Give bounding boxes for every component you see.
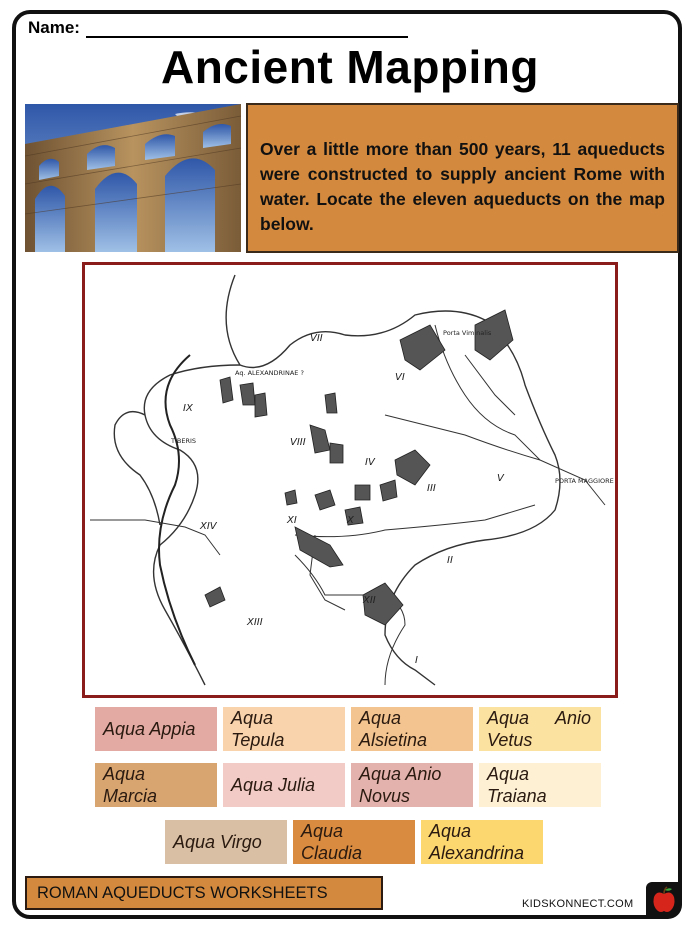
brand-name: KIDSKONNECT.COM <box>522 898 634 910</box>
aqueduct-tag-traiana[interactable] <box>479 763 601 807</box>
name-label: Name: <box>28 18 80 37</box>
map-label-xi: XI <box>287 515 297 526</box>
aqueduct-tag-label: Aqua Anio Vetus <box>487 708 591 750</box>
aqueduct-tag-label: Aqua Claudia <box>301 821 363 863</box>
aqueduct-tag-label: Aqua Appia <box>103 719 196 739</box>
map-label-tiber: TIBERIS <box>171 437 197 445</box>
map-label-xii: XII <box>363 595 376 606</box>
aqueduct-tag-tepula[interactable] <box>223 707 345 751</box>
name-input-line[interactable] <box>86 18 408 38</box>
map-label-aq-alexandrinae: Aq. ALEXANDRINAE ? <box>235 369 304 377</box>
aqueduct-photo <box>25 104 241 252</box>
aqueduct-tag-alsietina[interactable] <box>351 707 473 751</box>
aqueduct-tag-julia[interactable] <box>223 763 345 807</box>
aqueduct-tag-appia[interactable] <box>95 707 217 751</box>
apple-logo-icon <box>646 882 682 919</box>
page-title: Ancient Mapping <box>160 41 540 93</box>
map-label-iv: IV <box>365 457 375 468</box>
aqueduct-tag-label: Aqua Tepula <box>231 708 285 750</box>
aqueduct-tag-label: Aqua Virgo <box>173 832 262 852</box>
aqueduct-tag-label: Aqua Anio Novus <box>359 764 442 806</box>
aqueduct-tag-label: Aqua Marcia <box>103 764 158 806</box>
map-label-viii: VIII <box>290 437 306 448</box>
map-label-iii: III <box>427 483 436 494</box>
map-label-x: X <box>347 515 354 526</box>
aqueduct-tag-marcia[interactable] <box>95 763 217 807</box>
map-label-vii: VII <box>310 333 323 344</box>
map-label-vi: VI <box>395 372 405 383</box>
name-field <box>28 18 408 38</box>
map-label-xiv: XIV <box>200 521 217 532</box>
aqueduct-tag-alexandrina[interactable] <box>421 820 543 864</box>
aqueduct-tag-claudia[interactable] <box>293 820 415 864</box>
map-label-ii: II <box>447 555 453 566</box>
aqueduct-tag-label: Aqua Traiana <box>487 764 547 806</box>
footer-series-label: ROMAN AQUEDUCTS WORKSHEETS <box>25 876 383 910</box>
map-label-i: I <box>415 655 418 666</box>
aqueduct-tag-label: Aqua Julia <box>231 775 316 795</box>
intro-text: Over a little more than 500 years, 11 aqueducts were constructed to supply ancient Rome with water. Locate the eleven aqueducts on the map below. <box>246 103 679 253</box>
aqueduct-tag-anio-novus[interactable] <box>351 763 473 807</box>
map-label-porta-viminalis: Porta Viminalis <box>443 329 492 337</box>
rome-map <box>82 262 618 698</box>
map-label-porta-maggiore: PORTA MAGGIORE <box>555 477 614 485</box>
map-label-v: V <box>497 473 504 484</box>
aqueduct-tag-label: Aqua Alsietina <box>359 708 428 750</box>
map-label-xiii: XIII <box>247 617 263 628</box>
aqueduct-tag-virgo[interactable] <box>165 820 287 864</box>
map-label-ix: IX <box>183 403 193 414</box>
aqueduct-tag-label: Aqua Alexandrina <box>429 821 525 863</box>
aqueduct-tag-anio-vetus[interactable] <box>479 707 601 751</box>
